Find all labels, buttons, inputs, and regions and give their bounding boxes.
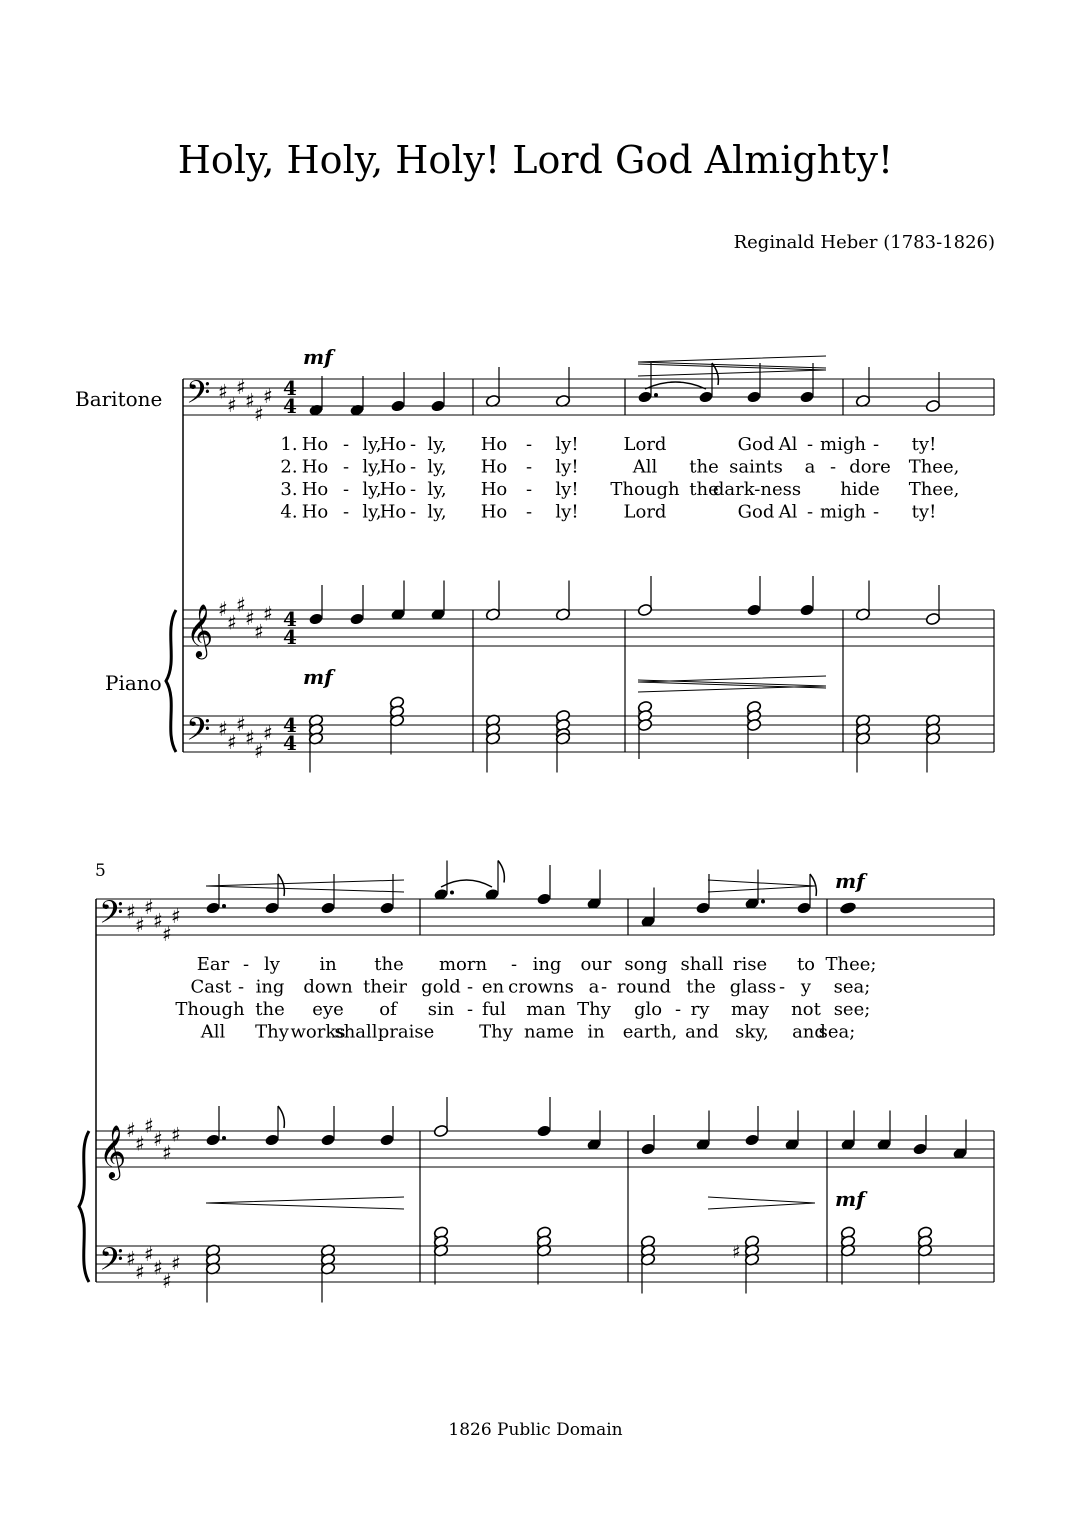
lyric-syllable: - [806,501,814,523]
note [320,1106,335,1147]
lyric-syllable: works [290,1021,346,1043]
note [796,874,816,915]
dot [654,393,658,397]
note [855,367,870,408]
dot [222,904,226,908]
crescendo-hairpin [206,880,404,892]
note [925,372,940,413]
lyric-syllable: Ho [301,501,329,523]
lyric-syllable: Thee, [908,479,960,500]
lyric-syllable: name [523,1021,575,1043]
note [555,581,570,622]
sharp-icon: ♯ [153,1255,163,1280]
staff [96,899,994,935]
lyric-syllable: - [237,976,245,998]
bass-clef-icon: 𝄢 [186,374,211,418]
lyric-syllable: Cast [190,976,232,998]
note [485,581,500,622]
lyric-syllable: - [466,999,474,1020]
lyric-syllable: rise [732,954,768,975]
lyric-syllable: down [303,976,353,998]
lyric-syllable: Thy [577,999,611,1020]
piano-brace [79,1131,89,1282]
decrescendo-hairpin [638,680,826,692]
decrescendo-hairpin [708,880,815,892]
lyric-syllable: - [409,456,417,478]
lyric-syllable: hide [840,479,880,500]
sharp-icon: ♯ [171,1251,181,1275]
lyric-syllable: Though [610,479,680,500]
note [744,1106,759,1147]
lyric-syllable: - [342,434,350,455]
sharp-icon: ♯ [144,1242,154,1266]
lyric-syllable: glass [729,976,777,998]
note [205,874,226,915]
decrescendo-hairpin [708,1197,815,1209]
lyric-syllable: dark-ness [712,479,802,500]
flag [278,1106,284,1128]
time-signature-bottom: 4 [283,731,297,755]
piano-brace [166,610,176,752]
lyric-syllable: Ho [480,479,508,500]
lyric-syllable: in [587,1021,605,1043]
notehead [839,901,857,915]
lyric-syllable: eye [312,999,344,1020]
lyric-syllable: Ho [480,434,508,455]
song-title: Holy, Holy, Holy! Lord God Almighty! [177,138,894,182]
lyric-syllable: - [872,501,880,523]
lyric-syllable: 2. [280,456,298,478]
lyric-syllable: Al [778,501,798,523]
sharp-icon: ♯ [144,895,154,919]
lyric-syllable: - [342,479,350,500]
note [746,576,761,617]
lyric-syllable: ry [690,999,710,1020]
lyric-syllable: - [409,479,417,500]
sharp-icon: ♯ [162,1140,172,1165]
sharp-icon: ♯ [263,384,273,408]
lyric-syllable: crowns [508,976,574,998]
lyric-syllable: Ho [301,456,329,478]
sharp-icon: ♯ [227,393,237,417]
sharp-icon: ♯ [227,730,237,754]
lyric-syllable: Ear [196,954,230,975]
note [379,1106,394,1147]
lyric-syllable: man [526,999,566,1020]
sharp-icon: ♯ [218,597,228,621]
lyric-syllable: Ho [379,456,407,478]
note [264,1106,284,1147]
staff [96,1131,994,1167]
sharp-icon: ♯ [263,721,273,745]
note [308,376,323,417]
lyric-syllable: ly, [427,434,447,455]
flag [498,861,504,883]
lyric-syllable: Lord [623,434,667,455]
sharp-icon: ♯ [126,1118,136,1142]
lyric-syllable: Ho [301,479,329,500]
lyric-syllable: Ho [379,434,407,455]
lyric-syllable: - [778,976,786,998]
lyric-syllable: not [791,999,821,1020]
lyric-syllable: 4. [280,501,298,523]
bass-clef-icon: 𝄢 [99,1241,124,1285]
note [555,367,570,408]
lyric-syllable: ly, [362,501,382,523]
sharp-icon: ♯ [254,739,264,763]
lyric-syllable: - [525,456,533,478]
note [698,363,718,404]
baritone-label: Baritone [75,387,163,411]
lyric-syllable: All [200,1021,226,1043]
lyric-syllable: ty! [911,434,937,455]
lyric-syllable: - [525,479,533,500]
composer-credit: Reginald Heber (1783-1826) [733,232,995,253]
lyric-syllable: ly, [427,479,447,500]
sharp-icon: ♯ [254,402,264,426]
lyric-syllable: migh [820,434,866,455]
lyric-syllable: of [379,999,397,1020]
sharp-icon: ♯ [126,1246,136,1271]
lyric-syllable: gold [421,976,461,998]
lyric-syllable: the [374,954,404,975]
sharp-icon: ♯ [218,379,228,404]
lyric-syllable: sin [427,999,455,1020]
sharp-icon: ♯ [153,908,163,933]
lyric-syllable: - [342,456,350,478]
time-signature-top: 4 [283,376,297,400]
lyric-syllable: the [255,999,285,1020]
lyric-syllable: migh [820,501,866,523]
measure-number: 5 [95,861,106,881]
lyric-syllable: God [737,434,775,455]
lyric-syllable: the [689,456,719,478]
sharp-icon: ♯ [162,1269,172,1293]
lyric-syllable: see; [833,999,871,1020]
note [349,376,364,417]
dot [222,1136,226,1140]
lyric-syllable: - [600,976,608,998]
sharp-icon: ♯ [135,1131,145,1156]
note [637,363,658,404]
copyright-footer: 1826 Public Domain [448,1420,623,1440]
lyric-syllable: song [624,954,668,975]
time-signature-top: 4 [283,713,297,737]
lyric-syllable: sea; [833,976,871,998]
note [925,585,940,626]
staff [183,610,994,646]
decrescendo-hairpin [638,364,826,376]
note [205,1106,226,1147]
lyric-syllable: Though [175,999,245,1020]
sharp-icon: ♯ [236,375,246,399]
lyric-syllable: a [804,456,816,478]
sharp-icon: ♯ [227,610,237,635]
note [799,576,814,617]
lyric-syllable: - [806,434,814,455]
lyric-syllable: en [481,976,505,998]
sharp-icon: ♯ [218,716,228,741]
lyric-syllable: ful [481,999,507,1020]
note [746,363,761,404]
lyric-syllable: Ho [379,501,407,523]
lyric-syllable: ly, [362,456,382,478]
lyric-syllable: 3. [280,479,298,500]
note [390,372,405,413]
lyric-syllable: ing [532,954,562,975]
sharp-icon: ♯ [732,1242,741,1263]
lyric-syllable: sky, [735,1021,769,1043]
staff [183,379,994,415]
staff [183,716,994,752]
note [485,367,500,408]
lyric-syllable: Thy [479,1021,513,1043]
flag [278,874,284,896]
lyric-syllable: ly, [427,456,447,478]
lyric-syllable: their [363,976,407,998]
note [430,372,445,413]
lyric-syllable: - [674,999,682,1020]
lyric-syllable: - [829,456,837,478]
tie [441,880,492,887]
lyric-syllable: sea; [818,1021,856,1043]
time-signature-bottom: 4 [283,394,297,418]
note [433,861,454,902]
lyric-syllable: - [466,976,474,998]
note [586,870,601,911]
lyric-syllable: praise [377,1021,435,1043]
lyric-syllable: All [632,456,658,478]
time-signature-top: 4 [283,607,297,631]
sharp-icon: ♯ [254,619,264,644]
sharp-icon: ♯ [153,1127,163,1151]
dynamic-marking: mf [835,869,865,893]
treble-clef-icon: 𝄞 [99,1124,127,1178]
lyric-syllable: shall [680,954,724,975]
lyric-syllable: Ho [301,434,329,455]
lyric-syllable: our [580,954,612,975]
crescendo-hairpin [206,1197,404,1209]
dynamic-marking: mf [835,1187,865,1211]
note [912,1115,927,1156]
dot [450,891,454,895]
lyric-syllable: Thee; [825,954,877,975]
note [308,585,323,626]
lyric-syllable: saints [729,456,783,478]
note [264,874,284,915]
lyric-syllable: round [616,976,672,998]
lyric-syllable: 1. [280,434,298,455]
sharp-icon: ♯ [144,1113,154,1138]
lyric-syllable: ly! [555,501,579,523]
dynamic-marking: mf [303,665,333,689]
dot [761,900,765,904]
sharp-icon: ♯ [162,922,172,946]
lyric-syllable: Lord [623,501,667,523]
crescendo-hairpin [638,676,826,688]
note [640,1115,655,1156]
lyric-syllable: - [525,434,533,455]
lyric-syllable: and [792,1021,826,1043]
lyric-syllable: in [319,954,337,975]
lyric-syllable: the [686,976,716,998]
sharp-icon: ♯ [135,913,145,937]
lyric-syllable: morn [438,954,488,975]
sharp-icon: ♯ [245,606,255,630]
sharp-icon: ♯ [236,712,246,736]
sharp-icon: ♯ [171,1122,181,1147]
lyric-syllable: God [737,501,775,523]
lyric-syllable: Thee, [908,456,960,478]
lyric-syllable: ly, [362,479,382,500]
lyric-syllable: ly! [555,456,579,478]
note [637,576,652,617]
sharp-icon: ♯ [245,388,255,413]
lyric-syllable: Ho [480,456,508,478]
lyric-syllable: ly, [362,434,382,455]
lyric-syllable: ing [255,976,285,998]
lyric-syllable: dore [849,456,891,478]
note [390,581,405,622]
sharp-icon: ♯ [236,592,246,617]
lyric-syllable: Thy [255,1021,289,1043]
crescendo-hairpin [638,356,826,368]
lyric-syllable: - [342,501,350,523]
sharp-icon: ♯ [135,1260,145,1284]
lyric-syllable: Ho [379,479,407,500]
lyric-syllable: a [588,976,600,998]
lyric-syllable: to [796,954,816,975]
lyric-syllable: ty! [911,501,937,523]
lyric-syllable: shall [334,1021,378,1043]
lyric-syllable: - [872,434,880,455]
lyric-syllable: earth, [622,1021,678,1043]
lyric-syllable: Al [778,434,798,455]
note [839,901,857,915]
lyric-syllable: - [409,501,417,523]
note [484,861,504,902]
lyric-syllable: ly! [555,434,579,455]
time-signature-bottom: 4 [283,625,297,649]
sharp-icon: ♯ [171,904,181,928]
flag [810,874,816,896]
lyric-syllable: ly [264,954,280,975]
lyric-syllable: the [689,479,719,500]
bass-clef-icon: 𝄢 [186,711,211,755]
lyric-syllable: - [242,954,250,975]
bass-clef-icon: 𝄢 [99,894,124,938]
lyric-syllable: ly, [427,501,447,523]
lyric-syllable: - [525,501,533,523]
sharp-icon: ♯ [126,899,136,924]
lyric-syllable: may [731,999,769,1020]
treble-clef-icon: 𝄞 [186,603,214,657]
lyric-syllable: Ho [480,501,508,523]
lyric-syllable: - [510,954,518,975]
sharp-icon: ♯ [245,725,255,750]
note [855,581,870,622]
lyric-syllable: - [409,434,417,455]
lyric-syllable: y [800,976,812,998]
note [433,1097,448,1138]
lyric-syllable: ly! [555,479,579,500]
dynamic-marking: mf [303,345,333,369]
note [536,865,551,906]
piano-label: Piano [105,671,162,695]
sharp-icon: ♯ [263,601,273,626]
lyric-syllable: and [685,1021,719,1043]
note [430,581,445,622]
note [320,874,335,915]
lyric-syllable: glo [633,999,663,1020]
note [536,1097,551,1138]
note [349,585,364,626]
